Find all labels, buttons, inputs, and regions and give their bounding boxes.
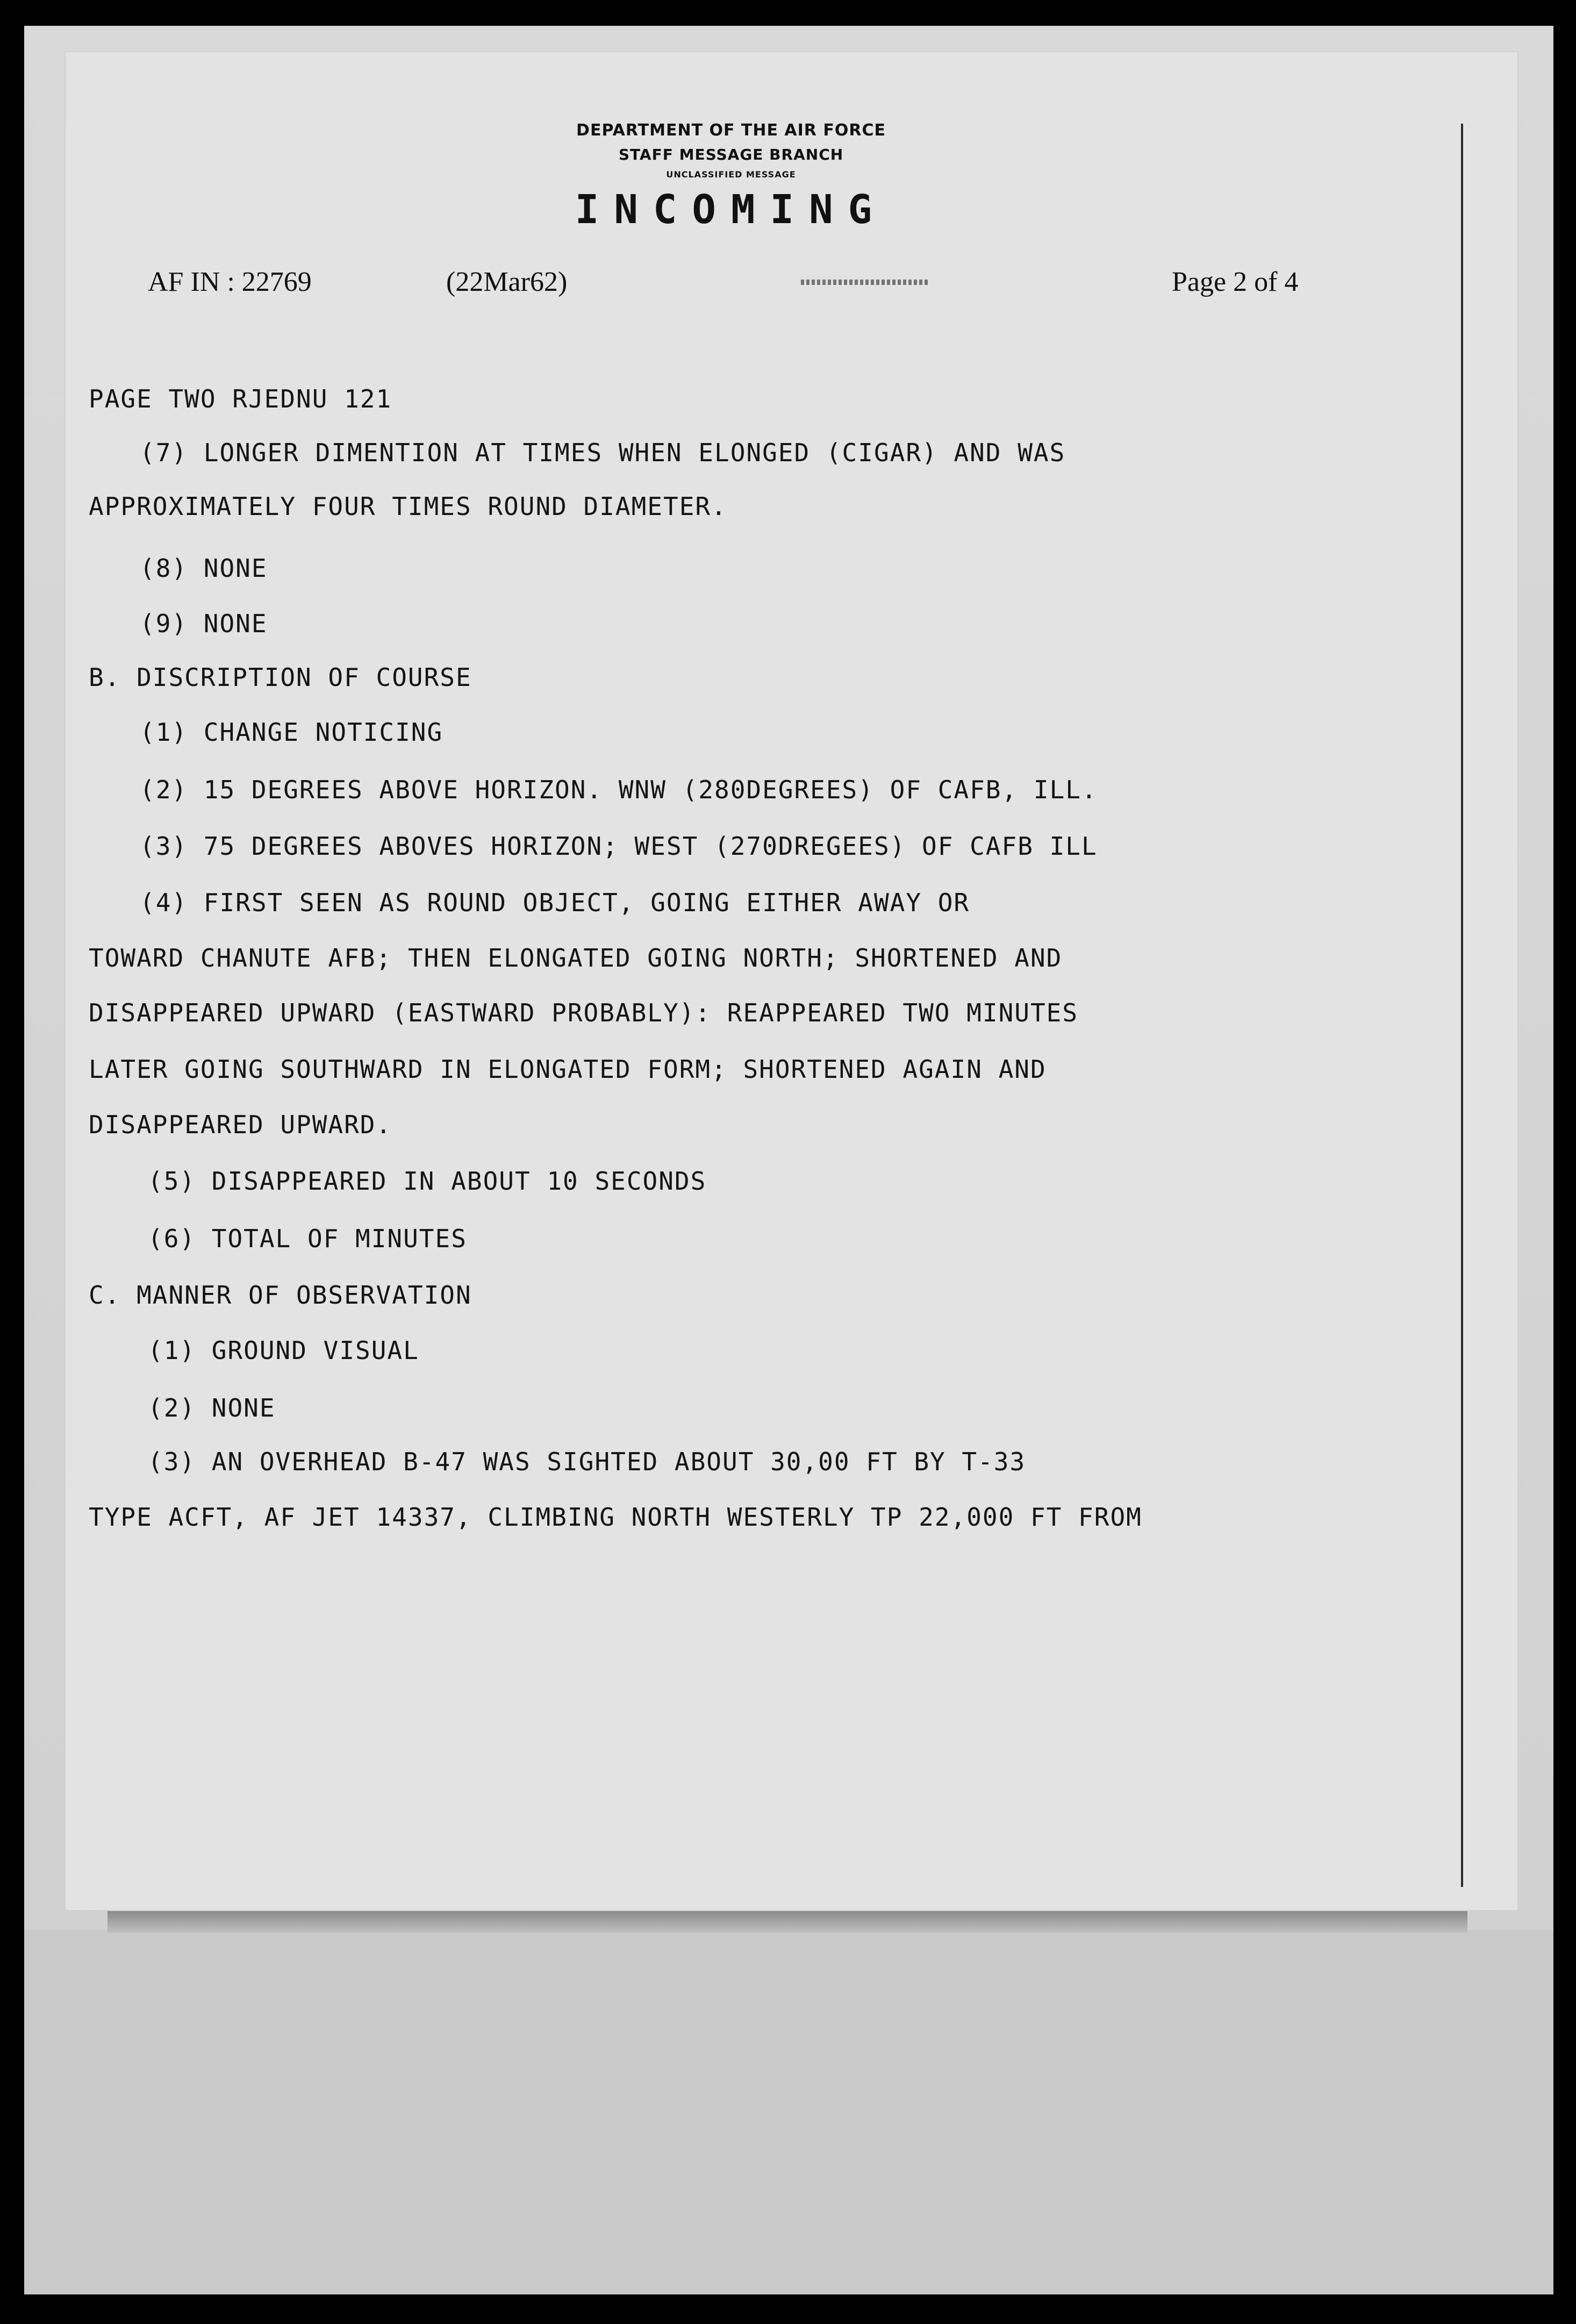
body-line: (2) 15 DEGREES ABOVE HORIZON. WNW (280DEGREES) OF CAFB, ILL. xyxy=(140,775,1098,804)
body-line: TYPE ACFT, AF JET 14337, CLIMBING NORTH WESTERLY TP 22,000 FT FROM xyxy=(89,1503,1142,1532)
body-line: (8) NONE xyxy=(140,554,268,583)
body-line: TOWARD CHANUTE AFB; THEN ELONGATED GOING NORTH; SHORTENED AND xyxy=(89,943,1063,972)
document-page xyxy=(65,51,1518,1911)
body-line: PAGE TWO RJEDNU 121 xyxy=(89,384,392,413)
body-line: (2) NONE xyxy=(148,1393,276,1422)
body-line: APPROXIMATELY FOUR TIMES ROUND DIAMETER. xyxy=(89,492,727,521)
body-line: (9) NONE xyxy=(140,609,268,638)
body-line: LATER GOING SOUTHWARD IN ELONGATED FORM; SHORTENED AGAIN AND xyxy=(89,1055,1047,1084)
incoming-title: INCOMING xyxy=(575,187,887,233)
body-line: (1) GROUND VISUAL xyxy=(148,1336,419,1365)
body-line: (5) DISAPPEARED IN ABOUT 10 SECONDS xyxy=(148,1167,707,1196)
body-line: (6) TOTAL OF MINUTES xyxy=(148,1224,467,1253)
message-header xyxy=(500,118,962,237)
message-date: (22Mar62) xyxy=(446,267,568,297)
redaction-mark xyxy=(801,280,930,285)
body-line: (4) FIRST SEEN AS ROUND OBJECT, GOING EITHER AWAY OR xyxy=(140,888,970,917)
page-bottom-shadow xyxy=(108,1911,1467,1933)
page-number: Page 2 of 4 xyxy=(1172,267,1299,297)
body-line: B. DISCRIPTION OF COURSE xyxy=(89,663,472,692)
body-line: DISAPPEARED UPWARD (EASTWARD PROBABLY): REAPPEARED TWO MINUTES xyxy=(89,998,1079,1027)
branch-name: STAFF MESSAGE BRANCH xyxy=(618,146,844,163)
classification-marking: UNCLASSIFIED MESSAGE xyxy=(666,169,796,180)
department-name: DEPARTMENT OF THE AIR FORCE xyxy=(576,121,886,140)
body-line: C. MANNER OF OBSERVATION xyxy=(89,1281,472,1310)
right-margin-rule xyxy=(1461,124,1463,1887)
body-line: (7) LONGER DIMENTION AT TIMES WHEN ELONGED (CIGAR) AND WAS xyxy=(140,438,1066,467)
body-line: (3) AN OVERHEAD B-47 WAS SIGHTED ABOUT 30,00 FT BY T-33 xyxy=(148,1447,1026,1476)
body-line: (3) 75 DEGREES ABOVES HORIZON; WEST (270DREGEES) OF CAFB ILL xyxy=(140,832,1098,861)
scan-lower-area xyxy=(24,1930,1553,2294)
body-line: (1) CHANGE NOTICING xyxy=(140,718,443,747)
body-line: DISAPPEARED UPWARD. xyxy=(89,1110,392,1139)
af-in-number: AF IN : 22769 xyxy=(148,267,312,297)
